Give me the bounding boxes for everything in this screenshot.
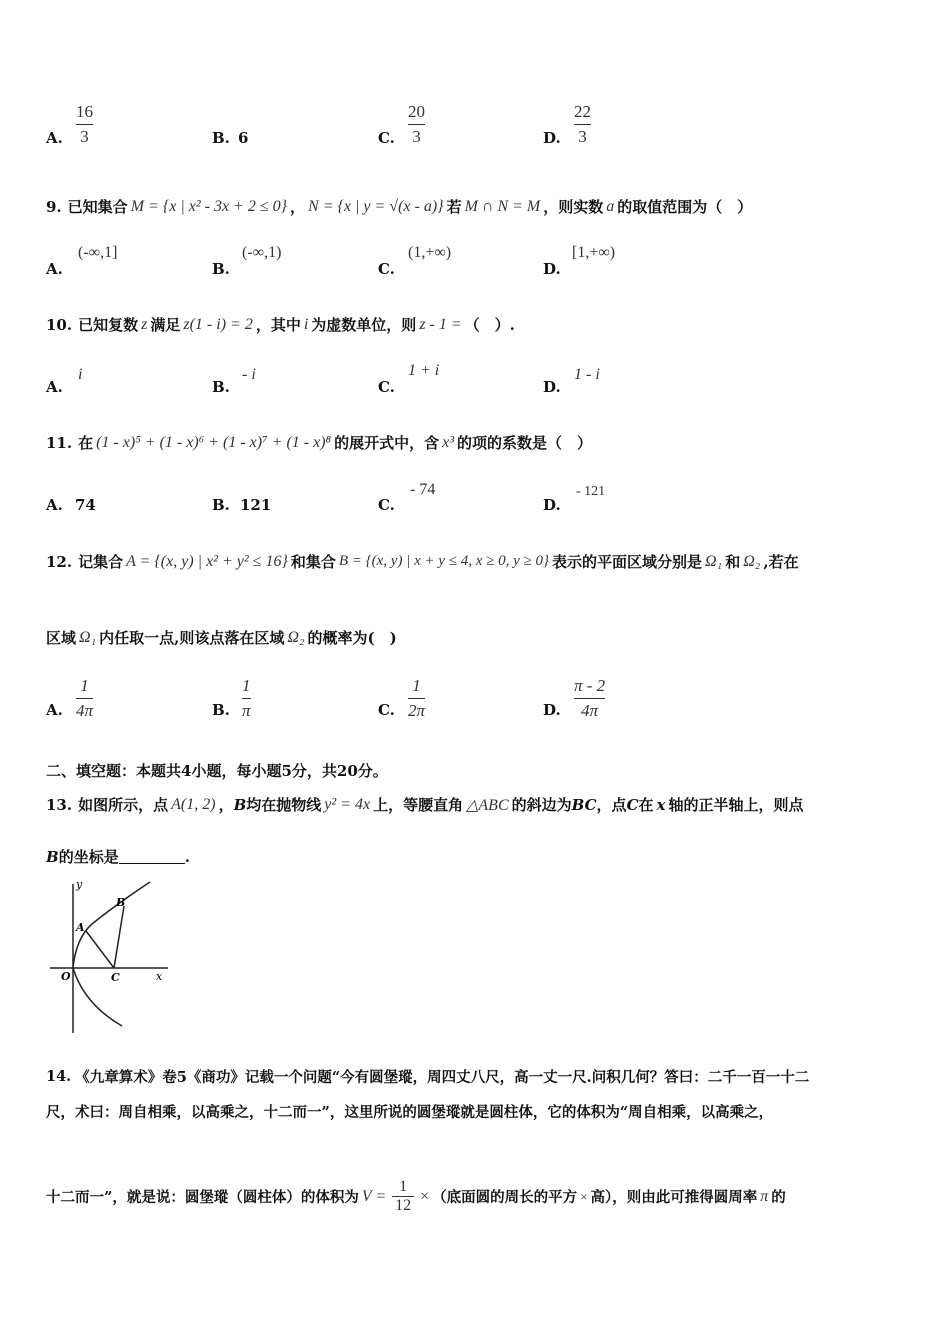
pi-symbol: π: [760, 1187, 769, 1205]
times-symbol: ×: [580, 1188, 588, 1204]
q10-stem: [46, 314, 515, 335]
q11-option-b-label: B.: [212, 496, 230, 514]
stem-text: 在: [78, 434, 94, 452]
numerator: π - 2: [574, 676, 606, 695]
triangle: △ABC: [466, 796, 509, 814]
stem-text: 记集合: [78, 553, 124, 571]
q11-stem: [46, 432, 592, 453]
section-title: 二、填空题：本题共4小题，每小题5分，共20分。: [46, 762, 388, 780]
y-label: y: [76, 878, 83, 891]
q12-option-c-label: C.: [378, 701, 395, 719]
point-c: C: [626, 795, 639, 814]
q14-stem-line1: [46, 1066, 809, 1087]
question-number: 14.: [46, 1068, 72, 1085]
q9-option-c-label: C.: [378, 260, 395, 278]
question-number: 13.: [46, 795, 73, 814]
q12-option-a-fraction: [76, 676, 93, 721]
variable: a: [606, 197, 615, 215]
question-number: 12.: [46, 552, 73, 571]
stem-text: 已知集合: [67, 198, 128, 216]
point-b: B: [233, 795, 247, 814]
point-c-label: C: [111, 971, 120, 984]
q9-option-d-label: D.: [543, 260, 561, 278]
set-b: B = {(x, y) | x + y ≤ 4, x ≥ 0, y ≥ 0}: [338, 553, 550, 569]
q12-option-d-label: D.: [543, 701, 561, 719]
q11-option-c-label: C.: [378, 496, 395, 514]
stem-text: 轴的正半轴上，则点: [668, 796, 804, 814]
q9-stem: [46, 196, 752, 217]
denominator: 4π: [581, 701, 599, 720]
point-b-label: B: [116, 896, 126, 909]
stem-text: 内任取一点,则该点落在区域: [99, 629, 285, 647]
stem-text: （底面圆的周长的平方: [432, 1189, 578, 1206]
q11-option-d-label: D.: [543, 496, 561, 514]
q11-option-d-value: - 121: [576, 484, 606, 499]
numerator: 1: [399, 1178, 408, 1195]
stem-text: ,若在: [763, 553, 799, 571]
q12-option-c-fraction: [408, 676, 425, 721]
stem-text: 均在抛物线: [246, 796, 322, 814]
q9-option-b-value: (-∞,1): [242, 244, 282, 261]
q8-option-c-fraction: [408, 102, 425, 147]
q9-option-b-label: B.: [212, 260, 230, 278]
q10-option-c-value: 1 + i: [408, 362, 440, 379]
stem-text: 和: [725, 553, 741, 571]
q14-stem-line3: [46, 1178, 786, 1215]
x-axis: x: [656, 795, 666, 814]
parabola-curve: [73, 882, 150, 1026]
q12-stem-line2: [46, 627, 397, 648]
stem-text: 表示的平面区域分别是: [552, 553, 703, 571]
set-m: M = {x | x² - 3x + 2 ≤ 0}: [130, 197, 288, 215]
denominator: 3: [80, 127, 89, 146]
stem-text: 十二而一”，就是说：圆堡瑽（圆柱体）的体积为: [46, 1189, 359, 1206]
term: x³: [442, 433, 455, 451]
denominator: 3: [412, 127, 421, 146]
expression: (1 - x)⁵ + (1 - x)⁶ + (1 - x)⁷ + (1 - x)⁸: [96, 433, 332, 451]
q13-figure: [44, 876, 176, 1036]
q10-option-d-value: 1 - i: [574, 366, 600, 383]
expression: z - 1 =: [419, 315, 462, 333]
stem-text: ，则实数: [543, 198, 604, 216]
q12-option-b-fraction: [242, 676, 251, 721]
stem-text: 的概率为( ): [307, 629, 397, 647]
stem-text: ，其中: [255, 316, 301, 334]
q10-option-b-label: B.: [212, 378, 230, 396]
stem-text: ，: [218, 796, 234, 814]
stem-text: 如图所示，点: [78, 796, 169, 814]
omega-2: Ω₂: [743, 552, 761, 570]
stem-text: 的斜边为: [511, 796, 572, 814]
stem-text: （ ）.: [464, 316, 515, 334]
stem-text: 尺，术曰：周自相乘，以高乘之，十二而一”，这里所说的圆堡瑽就是圆柱体，它的体积为“周自相乘，以高乘之，: [46, 1104, 774, 1121]
q13-stem-line2: [46, 846, 190, 867]
q14-stem-line2: [46, 1101, 773, 1122]
q12-option-d-fraction: [574, 676, 605, 721]
denominator: 3: [578, 127, 587, 146]
point-a: A(1, 2): [171, 795, 216, 813]
point-a-label: A: [76, 921, 85, 934]
stem-text: 区域: [46, 629, 77, 647]
answer-blank[interactable]: [119, 849, 185, 864]
omega-1: Ω₁: [705, 552, 723, 570]
question-number: 11.: [46, 433, 73, 452]
x-label: x: [156, 970, 163, 983]
parabola: y² = 4x: [324, 795, 371, 813]
segment-bc: [114, 906, 124, 968]
q8-option-d-fraction: [574, 102, 591, 147]
volume-fraction: [392, 1178, 414, 1215]
q8-option-d-label: D.: [543, 129, 561, 147]
stem-text: 满足: [150, 316, 181, 334]
stem-text: 《九章算术》卷5《商功》记载一个问题“今有圆堡瑽，周四丈八尺，高一丈一尺.问积几何？答曰：二千一百一十二: [75, 1069, 810, 1086]
q9-option-d-value: [1,+∞): [572, 244, 616, 261]
stem-text: 为虚数单位，则: [311, 316, 417, 334]
q10-option-d-label: D.: [543, 378, 561, 396]
stem-text: 在: [638, 796, 654, 814]
q10-option-c-label: C.: [378, 378, 395, 396]
denominator: 12: [395, 1197, 412, 1214]
numerator: 1: [412, 676, 421, 695]
stem-text: 的项的系数是（ ）: [457, 434, 593, 452]
imaginary-unit: i: [303, 315, 309, 333]
stem-text: .: [184, 847, 190, 866]
q11-option-a-label: A.: [46, 496, 63, 514]
q10-option-a-value: i: [78, 366, 83, 383]
q10-option-b-value: - i: [242, 366, 256, 383]
q13-stem: [46, 794, 804, 815]
q11-option-a-value: 74: [75, 496, 96, 514]
numerator: 22: [574, 102, 591, 121]
origin-label: O: [61, 970, 71, 983]
times-symbol: ×: [420, 1187, 430, 1205]
q10-option-a-label: A.: [46, 378, 63, 396]
stem-text: ，: [290, 198, 306, 216]
q8-option-c-label: C.: [378, 129, 395, 147]
stem-text: 高），则由此可推得圆周率: [590, 1189, 758, 1206]
stem-text: 的: [771, 1189, 786, 1206]
denominator: 2π: [408, 701, 426, 720]
volume-symbol: V =: [361, 1187, 387, 1205]
denominator: π: [242, 701, 251, 720]
numerator: 20: [408, 102, 425, 121]
numerator: 1: [80, 676, 89, 695]
q8-option-b-value: 6: [238, 129, 249, 147]
q8-option-a-label: A.: [46, 129, 63, 147]
stem-text: 的取值范围为（ ）: [617, 198, 753, 216]
stem-text: 上，等腰直角: [373, 796, 464, 814]
set-a: A = {(x, y) | x² + y² ≤ 16}: [126, 552, 288, 570]
omega-1: Ω₁: [79, 628, 97, 646]
q8-option-b-label: B.: [212, 129, 230, 147]
question-number: 10.: [46, 315, 73, 334]
condition: M ∩ N = M: [464, 197, 541, 215]
equation: z(1 - i) = 2: [183, 315, 253, 333]
segment-ac: [86, 931, 114, 968]
q12-stem: [46, 551, 799, 572]
q8-option-a-fraction: [76, 102, 93, 147]
numerator: 16: [76, 102, 93, 121]
numerator: 1: [242, 676, 251, 695]
q9-option-c-value: (1,+∞): [408, 244, 452, 261]
stem-text: 的坐标是: [58, 848, 119, 866]
hypotenuse: BC: [571, 795, 597, 814]
stem-text: 若: [446, 198, 462, 216]
denominator: 4π: [76, 701, 94, 720]
variable: z: [141, 315, 148, 333]
q9-option-a-value: (-∞,1]: [78, 244, 118, 261]
stem-text: 的展开式中，含: [334, 434, 440, 452]
q11-option-b-value: 121: [240, 496, 272, 514]
question-number: 9.: [46, 197, 62, 216]
q11-option-c-value: - 74: [410, 481, 436, 498]
point-b: B: [46, 847, 59, 866]
set-n: N = {x | y = √(x - a)}: [308, 197, 444, 215]
q12-option-b-label: B.: [212, 701, 230, 719]
q12-option-a-label: A.: [46, 701, 63, 719]
stem-text: 已知复数: [78, 316, 139, 334]
stem-text: 和集合: [290, 553, 336, 571]
q9-option-a-label: A.: [46, 260, 63, 278]
omega-2: Ω₂: [287, 628, 305, 646]
stem-text: ，点: [596, 796, 627, 814]
